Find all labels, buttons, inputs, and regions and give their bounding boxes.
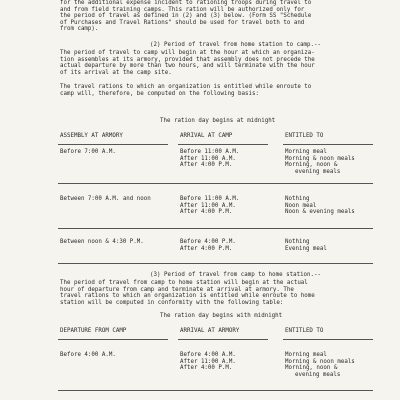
section3-heading: (3) Period of travel from camp to home station.-- (150, 272, 322, 278)
section3-paragraph (60, 280, 315, 306)
paragraph-line: camp will, therefore, be computed on the following basis: (60, 90, 259, 97)
table-row-col2: Before 11:00 A.M. After 11:00 A.M. After 4:00 P.M. (180, 196, 240, 216)
paragraph-line: The period of travel from camp to home station will begin at the actual (60, 280, 308, 286)
table-row-col2: Before 11:00 A.M. After 11:00 A.M. After 4:00 P.M. (180, 149, 240, 169)
section2-paragraph (60, 84, 311, 97)
header-underline (58, 144, 168, 145)
table-row-col2: Before 4:00 P.M. After 4:00 P.M. (180, 239, 236, 252)
table-row-col1: Between noon & 4:30 P.M. (60, 239, 144, 245)
table-row-col2: Before 4:00 A.M. After 11:00 A.M. After 4:00 P.M. (180, 352, 236, 372)
table-row-col1: Before 4:00 A.M. (60, 352, 116, 358)
row-divider (58, 228, 373, 229)
paragraph-line: actual departure by more than two hours, and will terminate with the hour (60, 63, 315, 70)
table-row-col3: Morning meal Morning & noon meals Morning, noon & evening meals (285, 149, 355, 175)
paragraph-line: tion assembles at its armory, provided that assembly does not precede the (60, 56, 315, 63)
intro-line: and from field training camps. This ration will be authorized only for (60, 6, 305, 13)
table-header-col1: DEPARTURE FROM CAMP (60, 328, 127, 334)
row-divider (58, 263, 373, 264)
section2-heading: (2) Period of travel from home station to camp.-- (150, 42, 322, 48)
table-row-col3: Nothing Noon meal Noon & evening meals (285, 196, 355, 216)
intro-line: the period of travel as defined in (2) and (3) below. (Form SS "Schedule (60, 13, 312, 20)
paragraph-line: The travel rations to which an organization is entitled while enroute to (60, 84, 312, 90)
table-title: The ration day begins at midnight (160, 118, 276, 124)
table-header-col2: ARRIVAL AT ARMORY (180, 328, 240, 334)
paragraph-line: hour of departure from camp and terminate at arrival at armory. The (60, 286, 294, 293)
table-row-col3: Morning meal Morning & noon meals Morning, noon & evening meals (285, 352, 355, 378)
table-header-col1: ASSEMBLY AT ARMORY (60, 133, 123, 139)
row-divider (58, 183, 373, 184)
table-row-col3: Nothing Evening meal (285, 239, 327, 252)
header-underline (58, 339, 168, 340)
row-divider (58, 390, 373, 391)
header-underline (178, 144, 268, 145)
paragraph-line: station will be computed in conformity with the following table: (60, 299, 284, 306)
intro-line: for the additional expense incident to rationing troops during travel to (60, 0, 312, 6)
header-underline (283, 144, 373, 145)
paragraph-line: The period of travel to camp will begin at the hour at which an organiza- (60, 50, 315, 56)
table-title: The ration day begins with midnight (160, 313, 283, 319)
section2-paragraph (60, 50, 315, 76)
table-row-col1: Between 7:00 A.M. and noon (60, 196, 151, 202)
intro-line: of Purchases and Travel Rations" should be used for travel both to and (60, 19, 305, 26)
intro-line: from camp). (60, 26, 99, 33)
table-header-col3: ENTITLED TO (285, 328, 324, 334)
intro-paragraph (60, 0, 311, 33)
table-header-col2: ARRIVAL AT CAMP (180, 133, 233, 139)
header-underline (178, 339, 268, 340)
paragraph-line: travel rations to which an organization is entitled while enroute to home (60, 293, 315, 300)
table-header-col3: ENTITLED TO (285, 133, 324, 139)
table-row-col1: Before 7:00 A.M. (60, 149, 116, 155)
header-underline (283, 339, 373, 340)
paragraph-line: of its arrival at the camp site. (60, 69, 172, 76)
